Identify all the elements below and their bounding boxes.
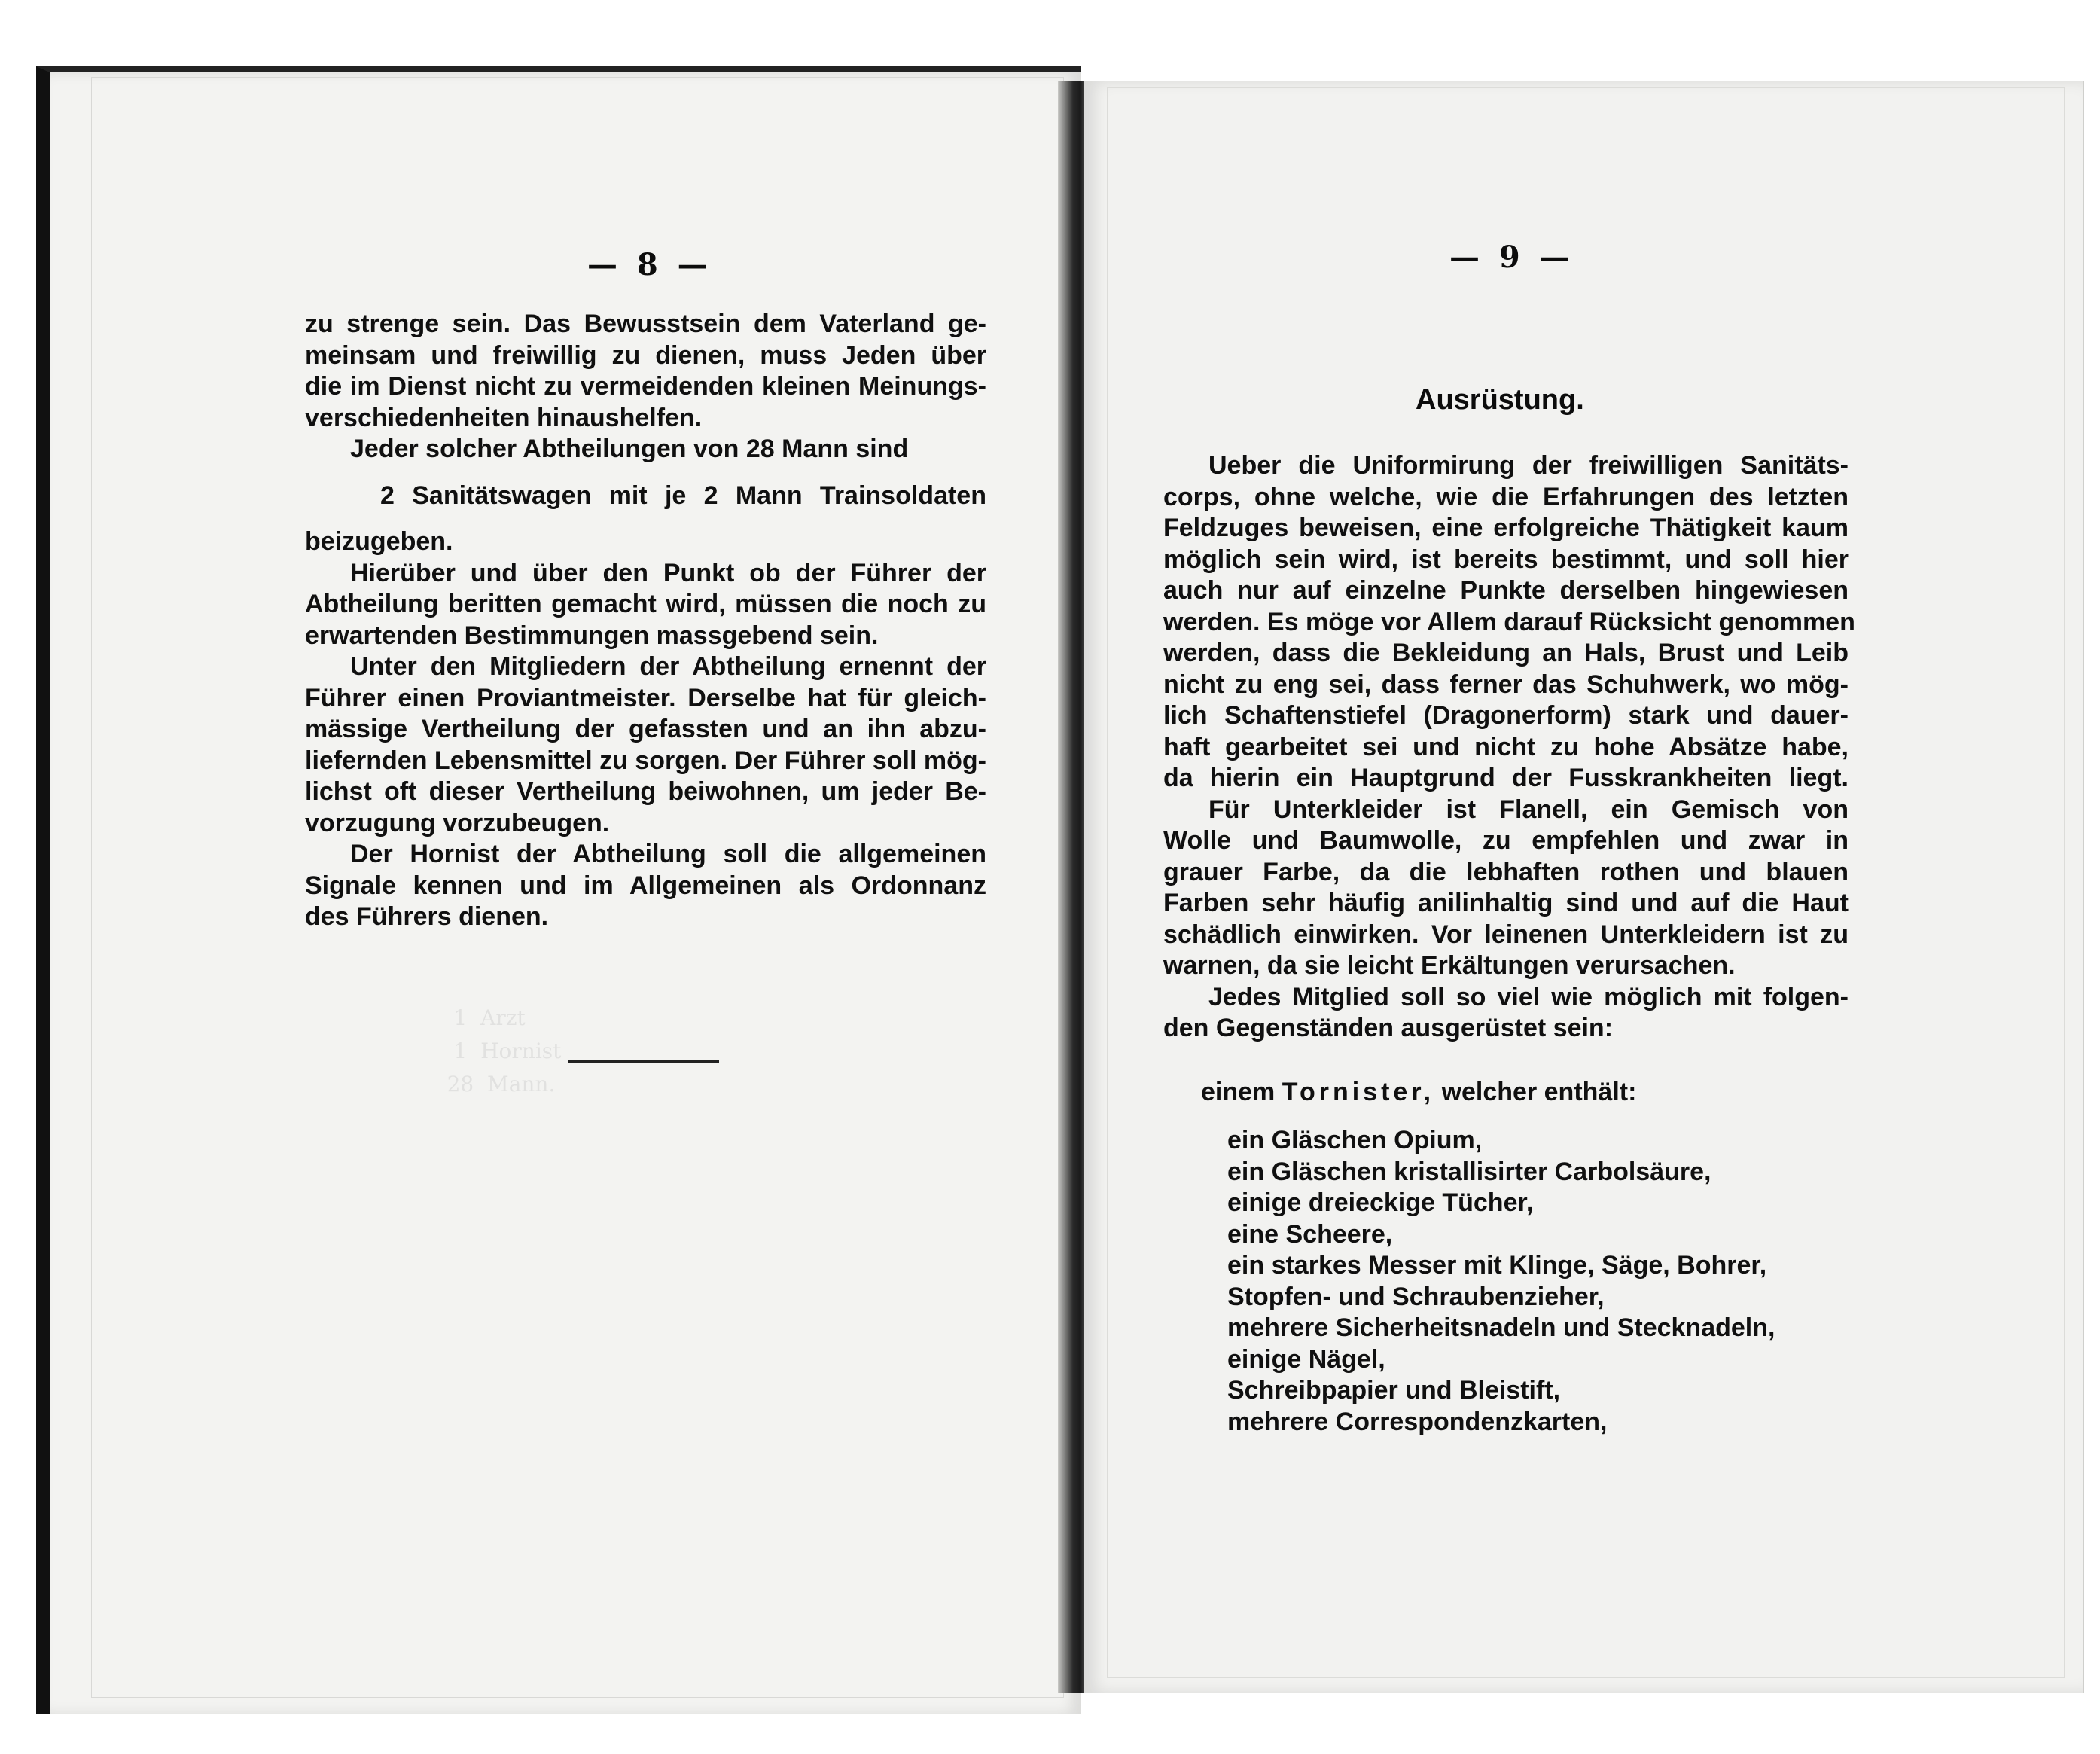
text-line: Feldzuges beweisen, eine erfolgreiche Thätigkeit kaum	[1163, 514, 1849, 542]
left-page-body	[305, 309, 986, 933]
list-item: einige Nägel,	[1227, 1344, 1385, 1374]
section-end-rule	[568, 1060, 719, 1063]
text-line: erwartenden Bestimmungen massgebend sein.	[305, 621, 879, 650]
text-line: auch nur auf einzelne Punkte derselben hingewiesen	[1163, 576, 1849, 605]
left-page-number: — 8 —	[587, 247, 712, 282]
right-page-body	[1163, 450, 1855, 1045]
text-line: vorzugung vorzubeugen.	[305, 808, 610, 837]
list-item: ein Gläschen Opium,	[1227, 1126, 1483, 1155]
text-line: meinsam und freiwillig zu dienen, muss Jeden über	[305, 340, 986, 370]
tornister-word: Tornister,	[1282, 1078, 1435, 1106]
text-line: des Führers dienen.	[305, 902, 549, 931]
list-item: eine Scheere,	[1227, 1219, 1393, 1249]
text-line: da hierin ein Hauptgrund der Fusskrankheiten liegt.	[1163, 764, 1849, 792]
text-line: liefernden Lebensmittel zu sorgen. Der Führer soll mög-	[305, 746, 986, 775]
tornister-intro	[1201, 1077, 1803, 1109]
text-line: Signale kennen und im Allgemeinen als Ordonnanz	[305, 871, 986, 900]
text-line: Der Hornist der Abtheilung soll die allgemeinen	[350, 840, 986, 868]
text-line: zu strenge sein. Das Bewusstsein dem Vaterland ge-	[305, 310, 986, 338]
tornister-intro-suffix: welcher enthält:	[1441, 1078, 1637, 1106]
tornister-intro-prefix: einem	[1201, 1078, 1276, 1106]
text-line: Jedes Mitglied soll so viel wie möglich mit folgen-	[1208, 982, 1849, 1011]
text-line: corps, ohne welche, wie die Erfahrungen des letzten	[1163, 482, 1849, 511]
text-line: grauer Farbe, da die lebhaften rothen und blauen	[1163, 857, 1849, 886]
text-line: Farben sehr häufig anilinhaltig sind und auf die Haut	[1163, 889, 1849, 917]
equipment-list	[1227, 1125, 1860, 1438]
text-line: werden. Es möge vor Allem darauf Rücksicht genommen	[1163, 607, 1855, 636]
section-heading: Ausrüstung.	[1416, 384, 1584, 416]
text-line: Ueber die Uniformirung der freiwilligen Sanitäts-	[1208, 451, 1849, 480]
text-line: möglich sein wird, ist bereits bestimmt, und soll hier	[1163, 545, 1849, 574]
text-line: Abtheilung beritten gemacht wird, müssen die noch zu	[305, 590, 986, 618]
text-line: den Gegenständen ausgerüstet sein:	[1163, 1014, 1614, 1042]
list-item: Stopfen- und Schraubenzieher,	[1227, 1282, 1605, 1311]
list-item: mehrere Correspondenzkarten,	[1227, 1407, 1608, 1436]
list-item: mehrere Sicherheitsnadeln und Stecknadeln,	[1227, 1313, 1775, 1342]
text-line: schädlich einwirken. Vor leinenen Unterkleidern ist zu	[1163, 920, 1849, 949]
text-line: nicht zu eng sei, dass ferner das Schuhwerk, wo mög-	[1163, 670, 1849, 699]
text-line: verschiedenheiten hinaushelfen.	[305, 403, 703, 432]
right-page-number: — 9 —	[1449, 239, 1574, 275]
text-line: warnen, da sie leicht Erkältungen verursachen.	[1163, 951, 1736, 980]
text-line: mässige Vertheilung der gefassten und an ihn abzu-	[305, 715, 986, 743]
list-item: ein starkes Messer mit Klinge, Säge, Bohrer,	[1227, 1251, 1767, 1280]
text-line: Hierüber und über den Punkt ob der Führer der	[350, 558, 986, 587]
text-line: die im Dienst nicht zu vermeidenden kleinen Meinungs-	[305, 372, 986, 401]
text-line: Für Unterkleider ist Flanell, ein Gemisch von	[1208, 795, 1849, 824]
list-item: einige dreieckige Tücher,	[1227, 1188, 1534, 1217]
text-line: beizugeben.	[305, 527, 453, 556]
text-line: lichst oft dieser Vertheilung beiwohnen, um jeder Be-	[305, 777, 986, 806]
text-line: haft gearbeitet sei und nicht zu hohe Absätze habe,	[1163, 732, 1849, 761]
text-line: Wolle und Baumwolle, zu empfehlen und zwar in	[1163, 826, 1849, 855]
list-item: ein Gläschen kristallisirter Carbolsäure,	[1227, 1157, 1711, 1186]
text-line: Unter den Mitgliedern der Abtheilung ernennt der	[350, 652, 986, 681]
text-line: Führer einen Proviantmeister. Derselbe hat für gleich-	[305, 683, 986, 712]
text-line: 2 Sanitätswagen mit je 2 Mann Trainsoldaten	[380, 480, 986, 510]
text-line: werden, dass die Bekleidung an Hals, Brust und Leib	[1163, 639, 1849, 667]
list-item: Schreibpapier und Bleistift,	[1227, 1376, 1561, 1405]
text-line: lich Schaftenstiefel (Dragonerform) stark und dauer-	[1163, 701, 1849, 730]
text-line: Jeder solcher Abtheilungen von 28 Mann sind	[350, 435, 909, 463]
